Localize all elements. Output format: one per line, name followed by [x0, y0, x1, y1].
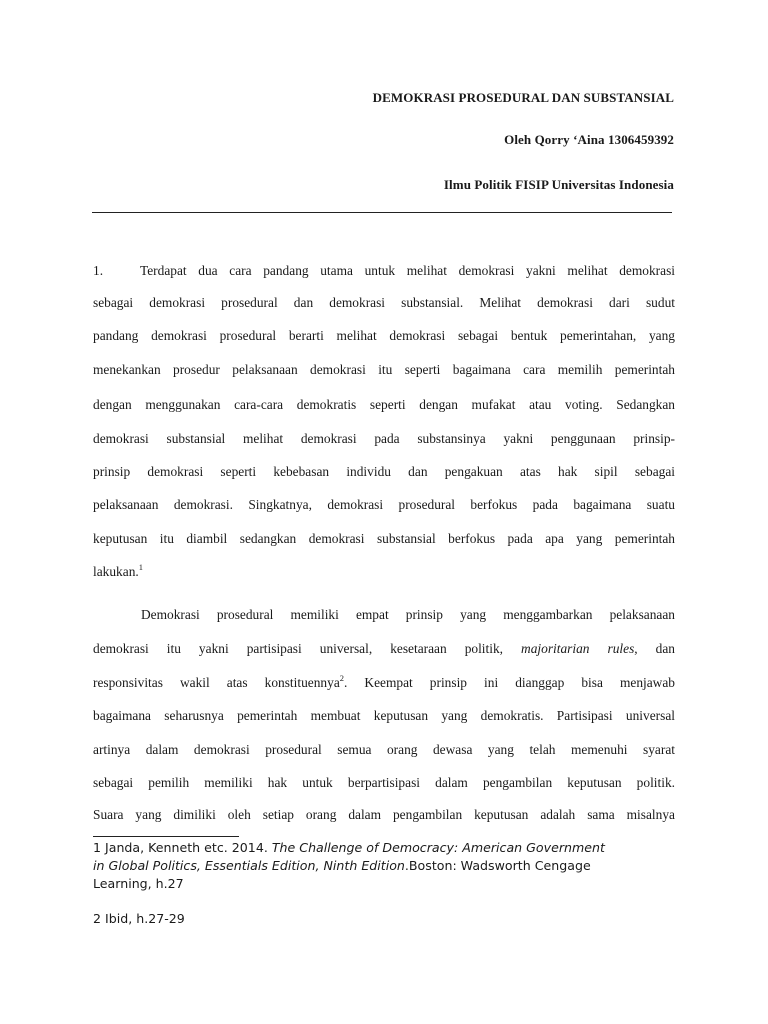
paragraph-1-line-1 — [93, 262, 675, 280]
paragraph-1-line-5: dengan menggunakan cara-cara demokratis seperti dengan mufakat atau voting. Sedangkan — [93, 397, 675, 412]
paragraph-2-line-3-end: . Keempat prinsip ini dianggap bisa menjawab — [344, 675, 675, 690]
paragraph-2-line-1: Demokrasi prosedural memiliki empat prinsip yang menggambarkan pelaksanaan — [141, 607, 675, 622]
paragraph-1-line-2: sebagai demokrasi prosedural dan demokrasi substansial. Melihat demokrasi dari sudut — [93, 295, 675, 310]
footnote-1-line-1 — [93, 839, 693, 857]
footnote-1-text: 1 Janda, Kenneth etc. 2014. — [93, 840, 272, 855]
paragraph-1-line-3: pandang demokrasi prosedural berarti melihat demokrasi sebagai bentuk pemerintahan, yang — [93, 328, 675, 343]
paragraph-1-line-8: pelaksanaan demokrasi. Singkatnya, demokrasi prosedural berfokus pada bagaimana suatu — [93, 497, 675, 512]
paragraph-1-line-4: menekankan prosedur pelaksanaan demokrasi itu seperti bagaimana cara memilih pemerintah — [93, 362, 675, 377]
footnote-1-book-subtitle: in Global Politics, Essentials Edition, Ninth Edition — [93, 858, 405, 873]
paragraph-1-line-10 — [93, 563, 143, 581]
footnote-ref-1[interactable]: 1 — [138, 561, 143, 572]
footnote-divider — [93, 836, 239, 837]
affiliation-line: Ilmu Politik FISIP Universitas Indonesia — [443, 177, 674, 192]
paragraph-2-line-3 — [93, 674, 675, 692]
paragraph-1-line-9: keputusan itu diambil sedangkan demokrasi substansial berfokus pada apa yang pemerintah — [93, 531, 675, 546]
paragraph-2-line-2-text: demokrasi itu yakni partisipasi universal, kesetaraan politik, — [93, 641, 504, 656]
paragraph-1-last-text: lakukan. — [93, 564, 139, 579]
author-line: Oleh Qorry ‘Aina 1306459392 — [504, 132, 674, 147]
header-divider — [92, 212, 672, 213]
paragraph-2-line-6: sebagai pemilih memiliki hak untuk berpartisipasi dalam pengambilan keputusan politik. — [93, 775, 675, 790]
paragraph-number: 1. — [93, 263, 104, 278]
footnote-1-line-2 — [93, 857, 693, 875]
paragraph-1-line-6: demokrasi substansial melihat demokrasi pada substansinya yakni penggunaan prinsip- — [93, 431, 675, 446]
italic-term: majoritarian rules — [521, 641, 635, 656]
paragraph-2-line-2-end: , dan — [634, 641, 675, 656]
paragraph-2-line-4: bagaimana seharusnya pemerintah membuat keputusan yang demokratis. Partisipasi universal — [93, 708, 675, 723]
footnote-1-publisher: .Boston: Wadsworth Cengage — [404, 858, 591, 873]
paragraph-2-line-3-text: responsivitas wakil atas konstituennya — [93, 675, 340, 690]
document-title: DEMOKRASI PROSEDURAL DAN SUBSTANSIAL — [372, 90, 674, 105]
paragraph-1-line-7: prinsip demokrasi seperti kebebasan individu dan pengakuan atas hak sipil sebagai — [93, 464, 675, 479]
paragraph-2-line-2 — [93, 640, 675, 658]
footnote-1-line-3: Learning, h.27 — [93, 876, 184, 891]
footnote-2: 2 Ibid, h.27-29 — [93, 911, 185, 926]
paragraph-1-text: Terdapat dua cara pandang utama untuk melihat demokrasi yakni melihat demokrasi — [140, 263, 675, 278]
paragraph-2-line-5: artinya dalam demokrasi prosedural semua orang dewasa yang telah memenuhi syarat — [93, 742, 675, 757]
footnote-ref-2[interactable]: 2 — [339, 672, 345, 683]
paragraph-2-line-7: Suara yang dimiliki oleh setiap orang dalam pengambilan keputusan adalah sama misalnya — [93, 807, 675, 822]
footnote-1-book-title: The Challenge of Democracy: American Government — [271, 840, 605, 855]
